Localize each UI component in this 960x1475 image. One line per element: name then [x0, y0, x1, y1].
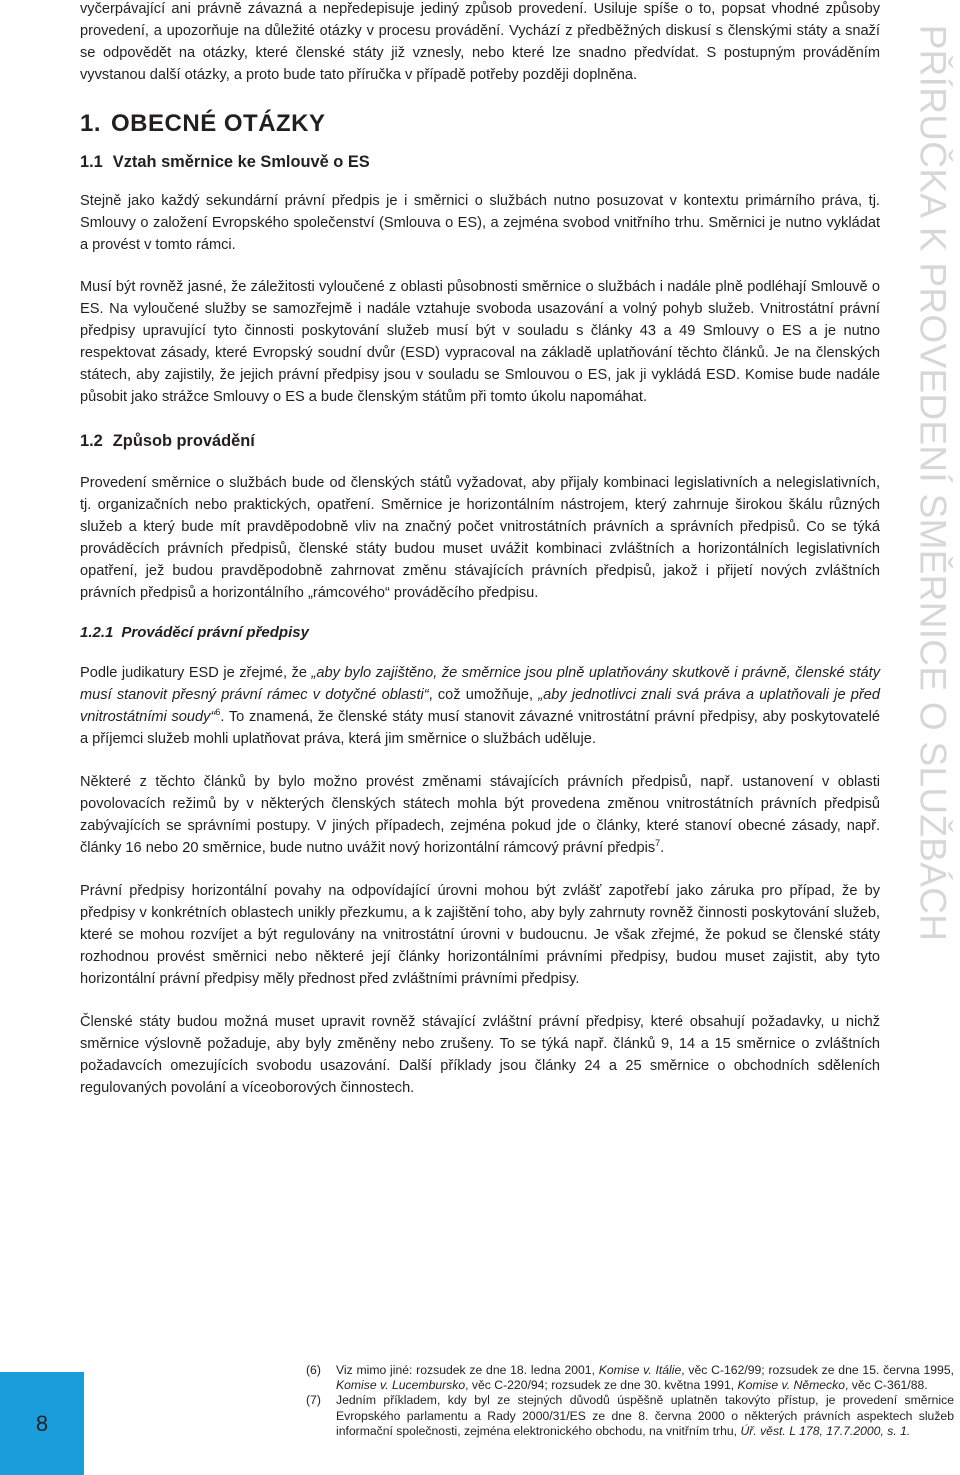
section-1-2-1-paragraph-1 [80, 662, 880, 750]
footnote-6 [306, 1363, 954, 1393]
p1-text-a: Podle judikatury ESD je zřejmé, že [80, 665, 312, 681]
section-1-2-1-heading [80, 624, 880, 641]
section-1-heading [80, 110, 880, 138]
main-text-column [80, 0, 880, 1099]
fn6-case-3: Komise v. Německo [737, 1378, 845, 1393]
p1-quote-1: „aby bylo zajištěno, že směrnice jsou plně uplatňovány skutkově i právně, členské státy musí stanovit přesný právní rámec v dotyčné oblasti“ [80, 665, 880, 703]
sidebar-running-title [910, 18, 954, 948]
section-1-number: 1. [80, 110, 102, 137]
section-1-2-1-paragraph-2 [80, 771, 880, 859]
footnote-ref-7[interactable]: 7 [655, 838, 661, 849]
section-1-2-paragraph-1: Provedení směrnice o službách bude od členských států vyžadovat, aby přijaly kombinaci legislativních a nelegislativních, tj. organizačních nebo praktických, opatření. Směrnice je horizontálním nástrojem, který zahrnuje širokou škálu různých služeb a který bude mít pravděpodobně vliv na značný počet vnitrostátních právních a správních předpisů. Co se týká prováděcích právních předpisů, členské státy budou muset uvážit kombinaci zvláštních a horizontálních legislativních opatření, jež budou pravděpodobně zahrnovat změnu stávajících právních předpisů, jakož i přijetí nových zvláštních právních předpisů a horizontálního „rámcového“ prováděcího předpisu. [80, 475, 880, 601]
section-1-2-1-number: 1.2.1 [80, 624, 114, 641]
fn6-text-b: , věc C-162/99; rozsudek ze dne 15. června 1995, [681, 1363, 954, 1377]
p1-text-b: , což umožňuje, [428, 687, 539, 703]
section-1-1-paragraph-2: Musí být rovněž jasné, že záležitosti vyloučené z oblasti působnosti směrnice o službách i nadále plně podléhají Smlouvě o ES. Na vyloučené služby se samozřejmě i nadále vztahuje svoboda usazování a volný pohyb služeb. Vnitrostátní právní předpisy upravující tyto činnosti poskytování služeb musí být v souladu s články 43 a 49 Smlouvy o ES a je nutno respektovat zásady, které Evropský soudní dvůr (ESD) vypracoval na základě uplatňování těchto článků. Je na členských státech, aby zajistily, že jejich právní předpisy jsou v souladu se Smlouvou o ES, jak ji vykládá ESD. Komise bude nadále působit jako strážce Smlouvy o ES a bude členským státům při tomto úkolu napomáhat. [80, 279, 880, 405]
fn6-case-1: Komise v. Itálie [598, 1363, 682, 1377]
footnote-7 [306, 1393, 954, 1439]
section-1-1-paragraph-1: Stejně jako každý sekundární právní předpis je i směrnici o službách nutno posuzovat v kontextu primárního práva, tj. Smlouvy o založení Evropského společenství (Smlouva o ES), a zejména svobod vnitřního trhu. Směrnici je nutno vykládat a provést v tomto rámci. [80, 193, 880, 253]
footnote-6-body [336, 1363, 954, 1393]
fn7-journal-ref: Úř. věst. L 178, 17.7.2000, s. 1. [740, 1423, 911, 1438]
section-1-2-1-title: Prováděcí právní předpisy [121, 624, 309, 641]
footnotes [306, 1363, 954, 1439]
footnote-7-body [336, 1393, 954, 1439]
section-1-2-number: 1.2 [80, 432, 103, 450]
intro-paragraph: vyčerpávající ani právně závazná a nepředepisuje jediný způsob provedení. Usiluje spíše o to, popsat vhodné způsoby provedení, a upozorňuje na důležité otázky v procesu provádění. Vychází z předběžných diskusí s členskými státy a snaží se odpovědět na otázky, které členské státy již vznesly, nebo které lze snadno předvídat. S postupným prováděním vyvstanou další otázky, a proto bude tato příručka v případě potřeby později doplněna. [80, 1, 880, 83]
section-1-2-title: Způsob provádění [112, 432, 255, 450]
section-1-2-1-paragraph-4: Členské státy budou možná muset upravit rovněž stávající zvláštní právní předpisy, které obsahují požadavky, u nichž směrnice výslovně požaduje, aby byly změněny nebo zrušeny. To se týká např. článků 9, 14 a 15 směrnice o zvláštních požadavcích omezujících svobodu usazování. Další příklady jsou články 24 a 25 směrnice o obchodních sděleních regulovaných povolání a víceoborových činnostech. [80, 1014, 880, 1096]
footnote-ref-6[interactable]: 6 [215, 707, 221, 718]
footnote-7-mark: (7) [306, 1393, 321, 1408]
section-1-title: OBECNÉ OTÁZKY [111, 110, 326, 137]
section-1-1-title: Vztah směrnice ke Smlouvě o ES [112, 153, 370, 171]
section-1-2-heading [80, 432, 880, 451]
fn6-text-d: , věc C-361/88. [844, 1378, 928, 1393]
footnote-6-mark: (6) [306, 1363, 321, 1377]
p2-text-b: . [660, 840, 665, 856]
fn6-text-c: , věc C-220/94; rozsudek ze dne 30. května 1991, [465, 1378, 738, 1393]
section-1-1-number: 1.1 [80, 153, 103, 171]
p2-text-a: Některé z těchto článků by bylo možno provést změnami stávajících právních předpisů, např. ustanovení v oblasti povolovacích režimů by v některých členských státech mohla být provedena změnou vnitrostátních právních předpisů zabývajících se správními postupy. V jiných případech, zejména pokud jde o články, které stanoví obecné zásady, např. články 16 nebo 20 směrnice, bude nutno uvážit nový horizontální rámcový právní předpis [80, 774, 880, 856]
page-number: 8 [35, 1410, 49, 1436]
fn7-text-a: Jedním příkladem, kdy byl ze stejných důvodů úspěšně uplatněn takovýto přístup, je provedení směrnice Evropského parlamentu a Rady 2000/31/ES ze dne 8. června 2000 o některých právních aspektech služeb informační společnosti, zejména elektronického obchodu, na vnitřním trhu, [336, 1393, 954, 1438]
section-1-2-1-paragraph-3: Právní předpisy horizontální povahy na odpovídající úrovni mohou být zvlášť zapotřebí jako záruka pro případ, že by předpisy v konkrétních oblastech unikly přezkumu, a k zajištění toho, aby byly zahrnuty rovněž činnosti poskytování služeb, které se mohou rozvíjet a být regulovány na vnitrostátní úrovni v budoucnu. Je však zřejmé, že pokud se členské státy rozhodnou provést směrnici nebo některé její články horizontálními právními předpisy, budou muset zajistit, aby tyto horizontální právní předpisy měly přednost před zvláštními právními předpisy. [80, 883, 880, 987]
page-number-box [0, 1372, 84, 1475]
section-1-1-heading [80, 153, 880, 172]
running-title-text: PŘÍRUČKA K PROVEDENÍ SMĚRNICE O SLUŽBÁCH [912, 24, 953, 942]
p1-quote-2: „aby jednotlivci znali svá práva a uplatňovali je před vnitrostátními soudy“ [80, 687, 880, 725]
fn6-case-2: Komise v. Lucembursko [336, 1378, 466, 1393]
fn6-text-a: Viz mimo jiné: rozsudek ze dne 18. ledna 2001, [336, 1363, 599, 1377]
p1-text-c: . To znamená, že členské státy musí stanovit závazné vnitrostátní právní předpisy, aby poskytovatelé a příjemci služeb mohli uplatňovat práva, která jim směrnice o službách uděluje. [80, 709, 880, 747]
